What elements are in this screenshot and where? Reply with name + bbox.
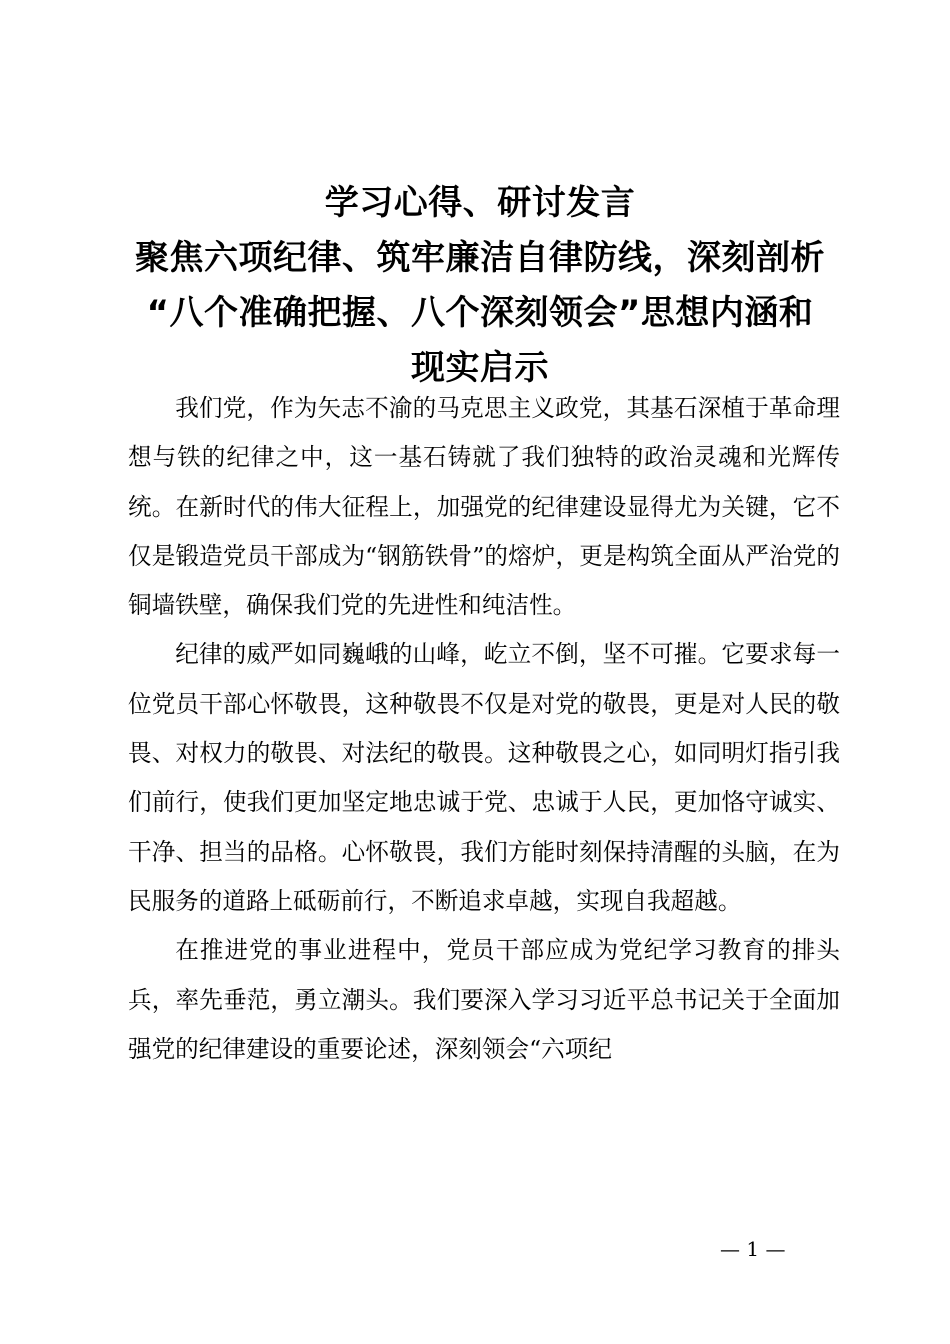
- title-line: 学习心得、研讨发言: [324, 183, 636, 223]
- title-line: 现实启示: [411, 348, 549, 388]
- page-number: — 1 —: [720, 1237, 786, 1261]
- title-line: 聚焦六项纪律、筑牢廉洁自律防线，深刻剖析: [135, 238, 825, 278]
- body-paragraph: 我们党，作为矢志不渝的马克思主义政党，其基石深植于革命理想与铁的纪律之中，这一基石铸就了我们独特的政治灵魂和光辉传统。在新时代的伟大征程上，加强党的纪律建设显得尤为关键，它不仅是锻造党员干部成为“钢筋铁骨”的熔炉，更是构筑全面从严治党的铜墙铁壁，确保我们党的先进性和纯洁性。: [128, 394, 840, 620]
- body-paragraph: 在推进党的事业进程中，党员干部应成为党纪学习教育的排头兵，率先垂范，勇立潮头。我们要深入学习习近平总书记关于全面加强党的纪律建设的重要论述，深刻领会“六项纪: [128, 936, 840, 1063]
- document-title: [100, 176, 860, 396]
- body-paragraph: 纪律的威严如同巍峨的山峰，屹立不倒，坚不可摧。它要求每一位党员干部心怀敬畏，这种敬畏不仅是对党的敬畏，更是对人民的敬畏、对权力的敬畏、对法纪的敬畏。这种敬畏之心，如同明灯指引我们前行，使我们更加坚定地忠诚于党、忠诚于人民，更加恪守诚实、干净、担当的品格。心怀敬畏，我们方能时刻保持清醒的头脑，在为民服务的道路上砥砺前行，不断追求卓越，实现自我超越。: [128, 640, 840, 915]
- document-body: [128, 384, 840, 1074]
- title-line: “八个准确把握、八个深刻领会”思想内涵和: [146, 293, 814, 333]
